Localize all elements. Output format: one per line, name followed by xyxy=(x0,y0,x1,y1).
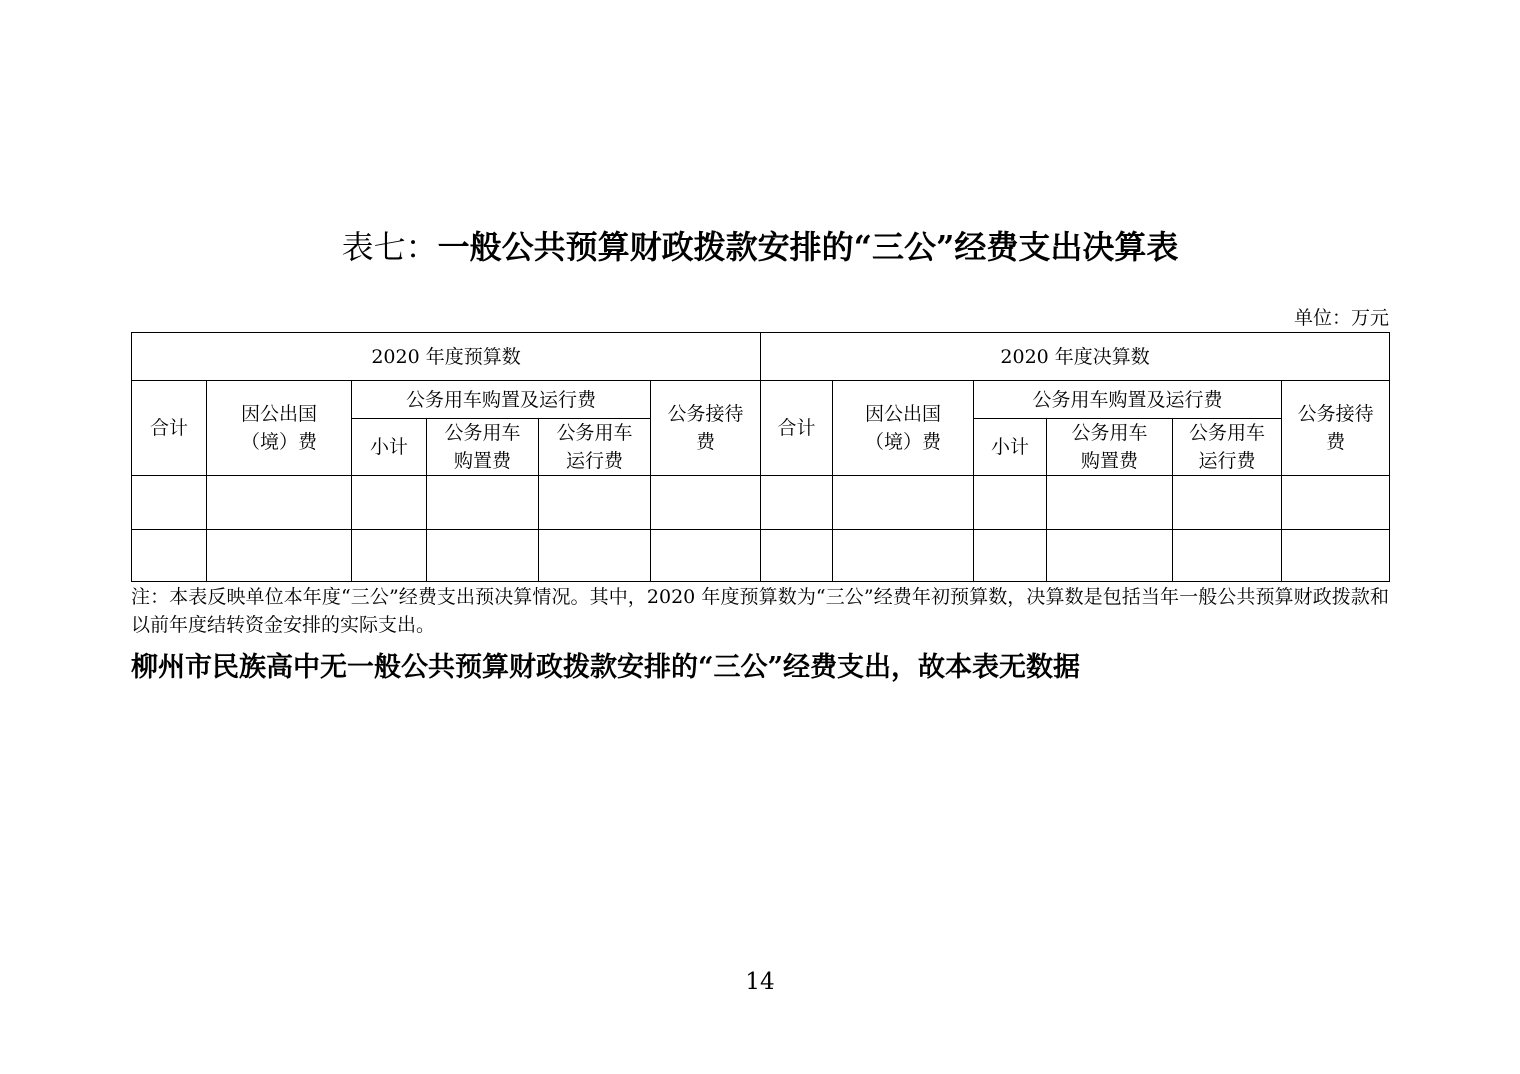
final-total-header: 合计 xyxy=(761,381,833,476)
table-row xyxy=(132,530,1390,582)
title-main: 一般公共预算财政拨款安排的“三公”经费支出决算表 xyxy=(437,228,1179,266)
final-overseas-header xyxy=(833,381,974,476)
table-cell xyxy=(651,476,761,530)
final-overseas-line2: （境）费 xyxy=(865,431,942,453)
final-vehicle-header: 公务用车购置及运行费 xyxy=(974,381,1282,419)
final-operation-line1: 公务用车 xyxy=(1189,422,1266,444)
page-title xyxy=(0,222,1520,272)
budget-operation-line1: 公务用车 xyxy=(556,422,633,444)
table-row xyxy=(132,476,1390,530)
table-cell xyxy=(352,476,427,530)
final-operation-line2: 运行费 xyxy=(1198,450,1256,472)
budget-reception-line1: 公务接待 xyxy=(667,403,744,425)
page-number: 14 xyxy=(745,969,775,995)
budget-overseas-line2: （境）费 xyxy=(240,431,317,453)
budget-purchase-line2: 购置费 xyxy=(453,450,511,472)
budget-vehicle-header: 公务用车购置及运行费 xyxy=(352,381,651,419)
budget-reception-line2: 费 xyxy=(696,431,716,453)
table-cell xyxy=(207,530,352,582)
table-cell xyxy=(974,476,1047,530)
header-row-groups xyxy=(132,333,1390,381)
budget-subtotal-header: 小计 xyxy=(352,419,427,476)
budget-group-header: 2020 年度预算数 xyxy=(132,333,761,381)
table-cell xyxy=(427,476,539,530)
final-reception-line2: 费 xyxy=(1326,431,1346,453)
table-cell xyxy=(1173,530,1282,582)
table-cell xyxy=(427,530,539,582)
table-cell xyxy=(132,476,207,530)
title-prefix: 表七： xyxy=(341,228,438,266)
table-cell xyxy=(974,530,1047,582)
budget-purchase-line1: 公务用车 xyxy=(444,422,521,444)
table-cell xyxy=(761,476,833,530)
table-cell xyxy=(1047,476,1173,530)
budget-reception-header xyxy=(651,381,761,476)
table-cell xyxy=(207,476,352,530)
budget-operation-line2: 运行费 xyxy=(565,450,623,472)
header-row-columns xyxy=(132,381,1390,419)
table-cell xyxy=(833,476,974,530)
table-cell xyxy=(1173,476,1282,530)
budget-overseas-header xyxy=(207,381,352,476)
table-cell xyxy=(132,530,207,582)
expense-table xyxy=(131,332,1390,582)
final-operation-header xyxy=(1173,419,1282,476)
final-purchase-line2: 购置费 xyxy=(1081,450,1139,472)
table-cell xyxy=(352,530,427,582)
final-reception-header xyxy=(1282,381,1390,476)
final-reception-line1: 公务接待 xyxy=(1297,403,1374,425)
unit-label: 单位：万元 xyxy=(1293,307,1389,329)
table-cell xyxy=(1282,530,1390,582)
final-purchase-line1: 公务用车 xyxy=(1071,422,1148,444)
budget-purchase-header xyxy=(427,419,539,476)
table-note: 注：本表反映单位本年度“三公”经费支出预决算情况。其中，2020 年度预算数为“三公”经费年初预算数，决算数是包括当年一般公共预算财政拨款和以前年度结转资金安排的实际支出。 xyxy=(131,586,1389,636)
table-cell xyxy=(1282,476,1390,530)
budget-overseas-line1: 因公出国 xyxy=(240,403,317,425)
table-cell xyxy=(539,476,651,530)
final-purchase-header xyxy=(1047,419,1173,476)
table-cell xyxy=(651,530,761,582)
table-cell xyxy=(539,530,651,582)
table-cell xyxy=(833,530,974,582)
table-cell xyxy=(1047,530,1173,582)
budget-total-header: 合计 xyxy=(132,381,207,476)
table-cell xyxy=(761,530,833,582)
final-overseas-line1: 因公出国 xyxy=(865,403,942,425)
final-subtotal-header: 小计 xyxy=(974,419,1047,476)
budget-operation-header xyxy=(539,419,651,476)
no-data-statement: 柳州市民族高中无一般公共预算财政拨款安排的“三公”经费支出，故本表无数据 xyxy=(131,652,1081,683)
final-group-header: 2020 年度决算数 xyxy=(761,333,1390,381)
